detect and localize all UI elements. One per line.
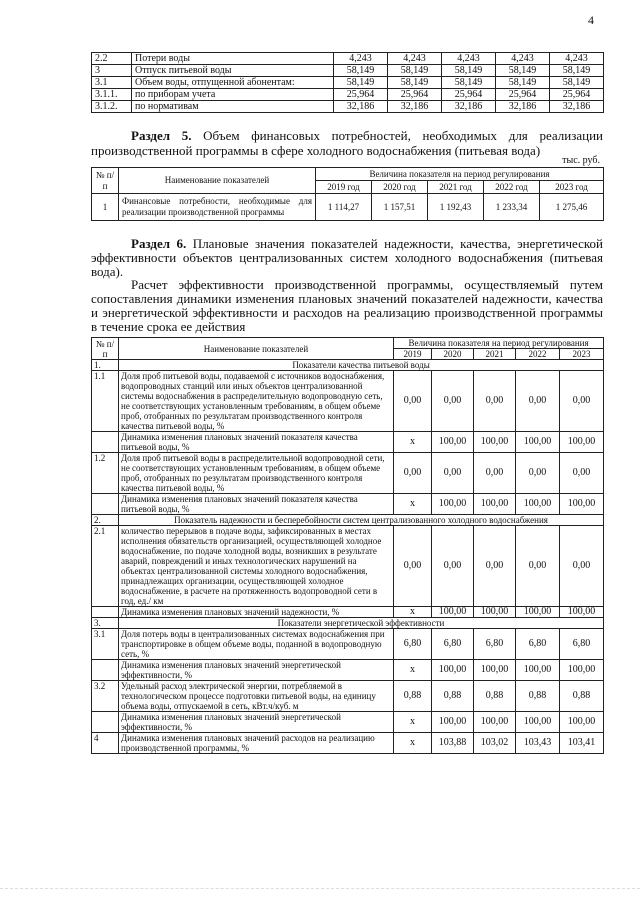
page-number: 4 — [588, 13, 594, 27]
table-cell: x — [394, 432, 432, 453]
table-cell: 4,243 — [334, 53, 388, 65]
table-row — [92, 681, 604, 712]
row-number — [92, 660, 119, 681]
table-cell: 0,88 — [474, 681, 516, 712]
water-balance-table — [91, 52, 604, 113]
table-cell: 1 233,34 — [484, 194, 540, 221]
row-number: 2.2 — [92, 53, 132, 65]
table-cell: x — [394, 712, 432, 733]
table-cell: 1 157,51 — [372, 194, 428, 221]
table-cell: 100,00 — [474, 712, 516, 733]
table-cell: 58,149 — [550, 77, 604, 89]
table-cell: 32,186 — [388, 101, 442, 113]
table-cell: 4,243 — [388, 53, 442, 65]
row-name: Доля проб питьевой воды в распределительной водопроводной сети, не соответствующих установленным требованиям, в общем объеме проб, отобранных по результатам производственного контроля качества питьевой воды, % — [119, 453, 394, 494]
table-cell: 100,00 — [474, 432, 516, 453]
year-header: 2020 — [432, 349, 474, 360]
table-cell: 32,186 — [442, 101, 496, 113]
table-row — [92, 453, 604, 494]
table-cell: 58,149 — [388, 77, 442, 89]
table-cell: 0,00 — [474, 526, 516, 607]
table-cell: 6,80 — [474, 629, 516, 660]
table-row — [92, 607, 604, 618]
table-cell: 103,02 — [474, 733, 516, 754]
table-cell: 0,88 — [560, 681, 604, 712]
table-cell: 32,186 — [334, 101, 388, 113]
table-cell: 6,80 — [516, 629, 560, 660]
col-header-period: Величина показателя на период регулирования — [394, 338, 604, 349]
table-cell: Финансовые потребности, необходимые для реализации производственной программы — [119, 194, 316, 221]
row-name: по приборам учета — [132, 89, 334, 101]
table-cell: 100,00 — [560, 607, 604, 618]
section-row — [92, 360, 604, 371]
table-cell: 4,243 — [442, 53, 496, 65]
section-title: Показатель надежности и бесперебойности систем централизованного холодного водоснабжения — [119, 515, 604, 526]
row-number — [92, 607, 119, 618]
table-row — [92, 89, 604, 101]
table-cell: 100,00 — [474, 607, 516, 618]
section-5-label: Раздел 5. — [131, 128, 192, 143]
row-name: Удельный расход электрической энергии, потребляемой в технологическом процессе подготовки питьевой воды, на единицу объема воды, отпускаемой в сеть, кВт.ч/куб. м — [119, 681, 394, 712]
table-cell: 1 275,46 — [540, 194, 604, 221]
row-number — [92, 432, 119, 453]
row-name: Динамика изменения плановых значений показателя качества питьевой воды, % — [119, 432, 394, 453]
section-6-text: Плановые значения показателей надежности, качества, энергетической эффективности объектов централизованных систем холодного водоснабжения (питьевая вода). — [91, 236, 603, 279]
row-name: Доля проб питьевой воды, подаваемой с источников водоснабжения, водопроводных станций или иных объектов централизованной системы водоснабжения в распределительную водопроводную сеть, не соответствующих установленным требованиям, в общем объеме проб, отобранных по результатам производственного контроля качества питьевой воды, % — [119, 371, 394, 432]
row-name: Объем воды, отпущенной абонентам: — [132, 77, 334, 89]
row-number: 2.1 — [92, 526, 119, 607]
table-cell: 6,80 — [432, 629, 474, 660]
table-cell: 6,80 — [394, 629, 432, 660]
row-number: 3.1 — [92, 77, 132, 89]
indicators-table — [91, 337, 604, 754]
table-cell: 58,149 — [334, 65, 388, 77]
table-row — [92, 65, 604, 77]
row-number: 3 — [92, 65, 132, 77]
table-cell: 0,00 — [394, 526, 432, 607]
section-row — [92, 515, 604, 526]
table-cell: 0,00 — [474, 371, 516, 432]
section-6-heading — [91, 237, 603, 279]
table-row — [92, 432, 604, 453]
table-cell: 0,88 — [394, 681, 432, 712]
table-cell: 1 114,27 — [316, 194, 372, 221]
table-cell: 32,186 — [496, 101, 550, 113]
col-header-name: Наименование показателей — [119, 168, 316, 194]
row-number: 1.1 — [92, 371, 119, 432]
table-row — [92, 494, 604, 515]
row-name: Потери воды — [132, 53, 334, 65]
row-number — [92, 494, 119, 515]
row-name: Динамика изменения плановых значений показателя качества питьевой воды, % — [119, 494, 394, 515]
table-row — [92, 371, 604, 432]
table-cell: 0,00 — [560, 453, 604, 494]
row-name: Динамика изменения плановых значений энергетической эффективности, % — [119, 712, 394, 733]
table-cell: 0,00 — [432, 453, 474, 494]
table-cell: 25,964 — [442, 89, 496, 101]
year-header: 2023 год — [540, 181, 604, 194]
table-cell: 100,00 — [474, 494, 516, 515]
section-6-paragraph: Расчет эффективности производственной программы, осуществляемый путем сопоставления динамики изменения плановых значений показателей надежности, качества и энергетической эффективности и расходов на реализацию производственной программы в течение срока ее действия — [91, 277, 603, 334]
table-cell: 100,00 — [516, 494, 560, 515]
table-row — [92, 629, 604, 660]
table-cell: 100,00 — [516, 607, 560, 618]
table-cell: 100,00 — [432, 660, 474, 681]
section-title: Показатели энергетической эффективности — [119, 618, 604, 629]
table-cell: 58,149 — [442, 77, 496, 89]
row-number: 3.1.1. — [92, 89, 132, 101]
year-header: 2020 год — [372, 181, 428, 194]
row-number — [92, 712, 119, 733]
table-cell: 100,00 — [432, 607, 474, 618]
section-title: Показатели качества питьевой воды — [119, 360, 604, 371]
year-header: 2021 год — [428, 181, 484, 194]
financial-needs-table — [91, 167, 604, 221]
table-cell: 100,00 — [560, 494, 604, 515]
table-row — [92, 101, 604, 113]
table-cell: 0,00 — [516, 371, 560, 432]
year-header: 2022 — [516, 349, 560, 360]
table-row — [92, 526, 604, 607]
table-cell: 4,243 — [550, 53, 604, 65]
table-cell: 100,00 — [516, 712, 560, 733]
table-row — [92, 660, 604, 681]
row-number: 3.1.2. — [92, 101, 132, 113]
year-header: 2022 год — [484, 181, 540, 194]
table-row — [92, 712, 604, 733]
row-number: 3.2 — [92, 681, 119, 712]
table-cell: 103,88 — [432, 733, 474, 754]
row-number: 2. — [92, 515, 119, 526]
row-number: 1. — [92, 360, 119, 371]
row-name: Отпуск питьевой воды — [132, 65, 334, 77]
row-number: 4 — [92, 733, 119, 754]
table-cell: 58,149 — [496, 65, 550, 77]
table-row — [92, 733, 604, 754]
table-cell: 58,149 — [334, 77, 388, 89]
year-header: 2021 — [474, 349, 516, 360]
table-cell: 103,41 — [560, 733, 604, 754]
table-cell: 1 192,43 — [428, 194, 484, 221]
table-cell: 0,00 — [516, 526, 560, 607]
table-cell: 100,00 — [516, 660, 560, 681]
table-cell: 32,186 — [550, 101, 604, 113]
table-cell: 25,964 — [496, 89, 550, 101]
table-cell: 100,00 — [474, 660, 516, 681]
section-row — [92, 618, 604, 629]
scan-edge — [0, 888, 640, 889]
table-cell: 4,243 — [496, 53, 550, 65]
table-cell: 1 — [92, 194, 119, 221]
section-5-text: Объем финансовых потребностей, необходимых для реализации производственной программы в сфере холодного водоснабжения (питьевая вода) — [91, 128, 603, 158]
table-cell: 0,00 — [394, 371, 432, 432]
col-header-num: № п/п — [92, 168, 119, 194]
col-header-name: Наименование показателей — [119, 338, 394, 360]
table-cell: 100,00 — [516, 432, 560, 453]
table-cell: 0,00 — [516, 453, 560, 494]
table-cell: 6,80 — [560, 629, 604, 660]
row-number: 3.1 — [92, 629, 119, 660]
table-cell: 58,149 — [388, 65, 442, 77]
row-name: Динамика изменения плановых значений расходов на реализацию производственной программы, % — [119, 733, 394, 754]
year-header: 2023 — [560, 349, 604, 360]
table-cell: 0,00 — [474, 453, 516, 494]
row-name: по нормативам — [132, 101, 334, 113]
table-cell: 0,88 — [516, 681, 560, 712]
table-cell: 103,43 — [516, 733, 560, 754]
table-cell: 58,149 — [550, 65, 604, 77]
table-cell: 100,00 — [560, 660, 604, 681]
table-cell: 0,00 — [432, 371, 474, 432]
table-cell: 100,00 — [560, 712, 604, 733]
table-cell: 25,964 — [334, 89, 388, 101]
section-5-heading — [91, 128, 603, 158]
table-cell: 0,88 — [432, 681, 474, 712]
table-cell: 100,00 — [560, 432, 604, 453]
year-header: 2019 год — [316, 181, 372, 194]
table-cell: 58,149 — [496, 77, 550, 89]
row-name: Доля потерь воды в централизованных системах водоснабжения при транспортировке в общем объеме воды, поданной в водопроводную сеть, % — [119, 629, 394, 660]
row-name: Динамика изменения плановых значений надежности, % — [119, 607, 394, 618]
section-6-label: Раздел 6. — [131, 236, 187, 251]
col-header-period: Величина показателя на период регулирования — [316, 168, 604, 181]
table-cell: 100,00 — [432, 494, 474, 515]
table-row — [92, 53, 604, 65]
table-cell: 58,149 — [442, 65, 496, 77]
year-header: 2019 — [394, 349, 432, 360]
table-cell: 100,00 — [432, 432, 474, 453]
table-cell: 25,964 — [388, 89, 442, 101]
table-cell: x — [394, 660, 432, 681]
table-cell: 25,964 — [550, 89, 604, 101]
row-number: 1.2 — [92, 453, 119, 494]
table-cell: x — [394, 494, 432, 515]
table-cell: 0,00 — [560, 526, 604, 607]
table-cell: 0,00 — [560, 371, 604, 432]
unit-label: тыс. руб. — [562, 155, 600, 166]
row-number: 3. — [92, 618, 119, 629]
row-name: количество перерывов в подаче воды, зафиксированных в местах исполнения обязательств организацией, осуществляющей холодное водоснабжение, по подаче холодной воды, возникших в результате аварий, повреждений и иных технологических нарушений на объектах централизованной системы холодного водоснабжения, принадлежащих организации, осуществляющей холодное водоснабжение, в расчете на протяженность водопроводной сети в год, ед./ км — [119, 526, 394, 607]
table-cell: x — [394, 607, 432, 618]
table-cell: 100,00 — [432, 712, 474, 733]
table-cell: 0,00 — [432, 526, 474, 607]
col-header-num: № п/п — [92, 338, 119, 360]
row-name: Динамика изменения плановых значений энергетической эффективности, % — [119, 660, 394, 681]
table-cell: 0,00 — [394, 453, 432, 494]
table-row — [92, 77, 604, 89]
table-cell: x — [394, 733, 432, 754]
